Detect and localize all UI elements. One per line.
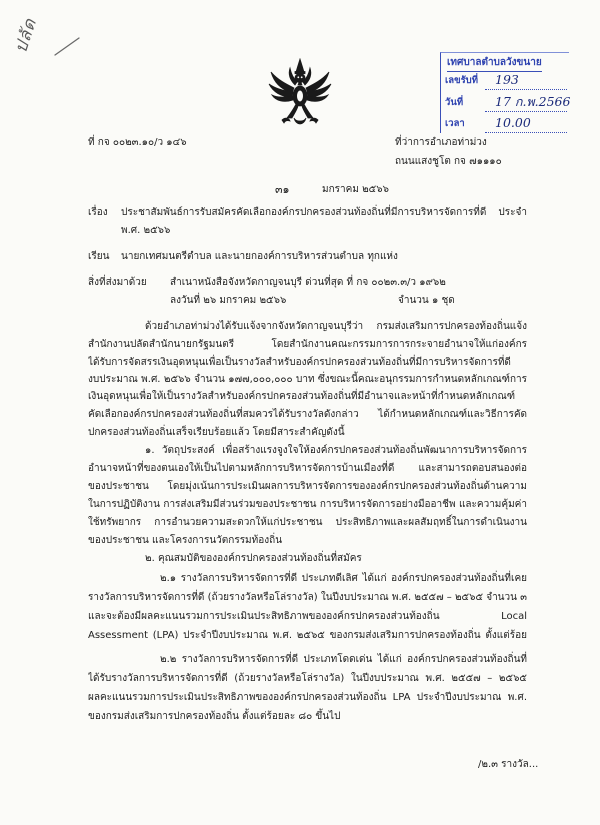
stamp-time-label: เวลา: [445, 118, 465, 129]
item2-1-line: ๒.๑ รางวัลการบริหารจัดการที่ดี ประเภทดีเลิศ ได้แก่ องค์กรปกครองส่วนท้องถิ่นที่เคย: [160, 573, 527, 584]
item2-2-line: ผลคะแนนรวมการประเมินประสิทธิภาพขององค์กรปกครองส่วนท้องถิ่น LPA ประจำปีงบประมาณ พ.ศ.: [88, 692, 527, 703]
office-name: ที่ว่าการอำเภอท่าม่วง: [395, 137, 487, 148]
reference-number: ที่ กจ ๐๐๒๓.๑๐/ว ๑๔๖: [88, 137, 187, 148]
item1-line: อำนาจหน้าที่ของตนเองให้เป็นไปตามหลักการบริหารจัดการบ้านเมืองที่ดี และสามารถตอบสนองต่อ: [88, 463, 527, 474]
item2-2-line: ๒.๒ รางวัลการบริหารจัดการที่ดี ประเภทโดดเด่น ได้แก่ องค์กรปกครองส่วนท้องถิ่นที่: [160, 654, 527, 665]
stamp-time-row: [445, 113, 567, 133]
continuation-marker: /๒.๓ รางวัล...: [478, 759, 539, 770]
item2-1-line: และจะต้องมีผลคะแนนรวมการประเมินประสิทธิภาพขององค์กรปกครองส่วนท้องถิ่น Local: [88, 611, 527, 622]
salutation-label: เรียน: [88, 251, 110, 262]
enclosure-count: จำนวน ๑ ชุด: [398, 295, 455, 306]
item1-line: ใช้ทรัพยากร การอำนวยความสะดวกให้แก่ประชาชน ประสิทธิภาพและผลสัมฤทธิ์ในการดำเนินงาน: [88, 517, 527, 528]
body-line: งบประมาณ พ.ศ. ๒๕๖๖ จำนวน ๑๗๗,๐๐๐,๐๐๐ บาท ซึ่งขณะนี้คณะอนุกรรมการกำหนดหลักเกณฑ์การ: [88, 374, 527, 385]
enclosure-text: สำเนาหนังสือจังหวัดกาญจนบุรี ด่วนที่สุด ที่ กจ ๐๐๒๓.๓/ว ๑๙๖๒: [170, 277, 446, 288]
item2-2-line: ได้รับรางวัลการบริหารจัดการที่ดี (ถ้วยรางวัลหรือโล่รางวัล) ในปีงบประมาณ พ.ศ. ๒๕๕๗ – ๒๕๖๕: [88, 673, 527, 684]
handwritten-stroke: [52, 34, 82, 58]
salutation-text: นายกเทศมนตรีตำบล และนายกองค์การบริหารส่วนตำบล ทุกแห่ง: [121, 251, 398, 262]
stamp-receipt-label: เลขรับที่: [445, 75, 478, 86]
item2-2-line: ของกรมส่งเสริมการปกครองท้องถิ่น ตั้งแต่ร้อยละ ๘๐ ขึ้นไป: [88, 711, 341, 722]
item2-1-line: รางวัลการบริหารจัดการที่ดี (ถ้วยรางวัลหรือโล่รางวัล) ในปีงบประมาณ พ.ศ. ๒๕๕๗ – ๒๕๖๕ จำนวน ๓: [88, 592, 527, 603]
item1-line: ของประชาชน และโครงการนวัตกรรมท้องถิ่น: [88, 535, 283, 546]
handwritten-note: ปลัด: [11, 15, 42, 56]
body-line: ปกครองส่วนท้องถิ่นเสร็จเรียบร้อยแล้ว โดยมีสาระสำคัญดังนี้: [88, 427, 345, 438]
body-line: ได้รับการจัดสรรเงินอุดหนุนเพื่อเป็นรางวัลสำหรับองค์กรปกครองส่วนท้องถิ่นที่มีการบริหารจัดการที่ดี: [88, 357, 511, 368]
item2-1-line: Assessment (LPA) ประจำปีงบประมาณ พ.ศ. ๒๕๖๕ ของกรมส่งเสริมการปกครองท้องถิ่น ตั้งแต่ร้อย: [88, 630, 527, 641]
subject-label: เรื่อง: [88, 207, 108, 218]
body-line: สำนักงานปลัดสำนักนายกรัฐมนตรี โดยสำนักงานคณะกรรมการการกระจายอำนาจให้แก่องค์กร: [88, 339, 527, 350]
garuda-emblem-icon: [268, 58, 332, 128]
item1-line: ในการปฏิบัติงาน การส่งเสริมมีส่วนร่วมของประชาชน การบริหารจัดการอย่างมืออาชีพ และความคุ้มค่า: [88, 499, 527, 510]
stamp-time-value: 10.00: [485, 114, 567, 133]
item1-line: ๑. วัตถุประสงค์ เพื่อสร้างแรงจูงใจให้องค์กรปกครองส่วนท้องถิ่นพัฒนาการบริหารจัดการ: [145, 445, 527, 456]
subject-line: พ.ศ. ๒๕๖๖: [121, 225, 171, 236]
stamp-receipt-number: 193: [485, 71, 567, 90]
body-line: เงินอุดหนุนเพื่อให้เป็นรางวัลสำหรับองค์กรปกครองส่วนท้องถิ่นที่มีอำนาจและหน้าที่กำหนดหลักเกณฑ์: [88, 391, 516, 402]
item1-line: ของประชาชน โดยมุ่งเน้นการประเมินผลการบริหารจัดการขององค์กรปกครองส่วนท้องถิ่นด้านความ: [88, 481, 527, 492]
stamp-date-value: 17 ก.พ.2566: [485, 93, 567, 112]
body-line: ด้วยอำเภอท่าม่วงได้รับแจ้งจากจังหวัดกาญจนบุรีว่า กรมส่งเสริมการปกครองท้องถิ่นแจ้ง: [145, 321, 527, 332]
subject-line: ประชาสัมพันธ์การรับสมัครคัดเลือกองค์กรปกครองส่วนท้องถิ่นที่มีการบริหารจัดการที่ดี ประจำ: [121, 207, 527, 218]
stamp-receipt-row: [445, 70, 567, 90]
date-day: ๓๑: [275, 183, 290, 196]
stamp-org: เทศบาลตำบลวังขนาย: [447, 55, 542, 72]
enclosure-label: สิ่งที่ส่งมาด้วย: [88, 277, 147, 288]
office-address: ถนนแสงชูโต กจ ๗๑๑๑๐: [395, 156, 502, 167]
enclosure-date: ลงวันที่ ๒๖ มกราคม ๒๕๖๖: [170, 295, 287, 306]
receipt-stamp: [440, 52, 569, 133]
stamp-date-row: [445, 92, 571, 112]
body-line: คัดเลือกองค์กรปกครองส่วนท้องถิ่นที่สมควรได้รับรางวัลดังกล่าว ได้กำหนดหลักเกณฑ์และวิธีการคัด: [88, 409, 527, 420]
stamp-date-label: วันที่: [445, 97, 464, 108]
date-month-year: มกราคม ๒๕๖๖: [322, 184, 389, 195]
item2-heading: ๒. คุณสมบัติขององค์กรปกครองส่วนท้องถิ่นที่สมัคร: [145, 553, 362, 564]
